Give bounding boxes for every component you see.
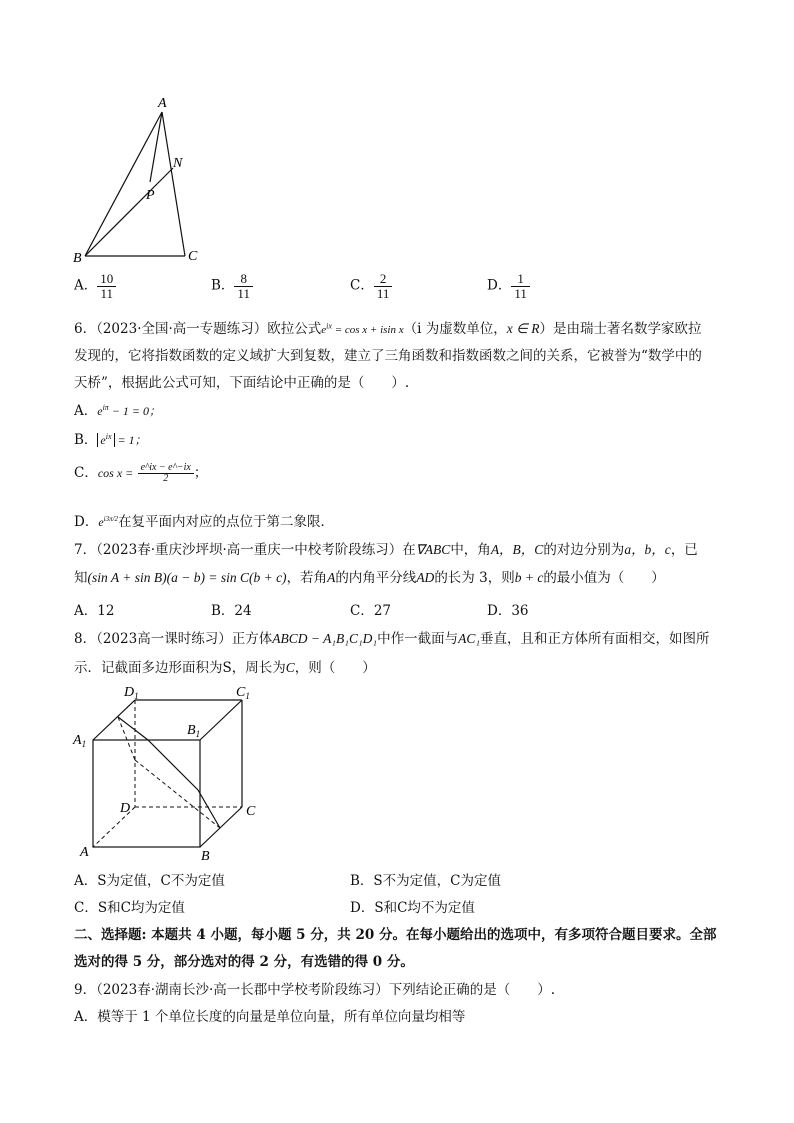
label-c: C bbox=[188, 249, 198, 264]
label-n: N bbox=[173, 156, 183, 171]
edge-ac bbox=[162, 112, 185, 256]
label-b: B bbox=[201, 849, 210, 864]
q8-stem-line2: 示．记截面多边形面积为S，周长为C，则（ ） bbox=[74, 660, 376, 676]
label-a: A bbox=[158, 96, 167, 111]
label-d: D bbox=[120, 801, 131, 816]
q8-stem-line1: 8．（2023高一课时练习）正方体ABCD − A₁B₁C₁D₁中作一截面与AC₁垂直，且和正方体所有面相交，如图所 bbox=[74, 631, 710, 647]
edge-ab bbox=[85, 112, 162, 256]
q8-option-d: D．S和C均不为定值 bbox=[350, 900, 475, 916]
q7-stem-line2: 知(sin A + sin B)(a − b) = sin C(b + c)，若角A的内角平分线AD的长为 3，则b + c的最小值为（ ） bbox=[74, 570, 665, 586]
section2-heading-line2: 选对的得 5 分，部分选对的得 2 分，有选错的得 0 分。 bbox=[74, 954, 414, 970]
q7-option-b: B．24 bbox=[211, 603, 252, 619]
label-b1: $B_1$ bbox=[187, 723, 201, 739]
q5-option-b: B． $\frac{8}{11}$ bbox=[211, 272, 253, 300]
q6-option-a: A．$e^{i\pi} - 1 = 0$； bbox=[74, 403, 162, 419]
q5-option-d: D． $\frac{1}{11}$ bbox=[487, 272, 530, 300]
section2-heading-line1: 二、选择题: 本题共 4 小题，每小题 5 分，共 20 分。在每小题给出的选项中，有多项符合题目要求。全部 bbox=[74, 927, 717, 943]
q6-option-c: C．cos x = $\frac{e\^{}ix - e\^{}-ix}{2}$ ； bbox=[74, 461, 208, 484]
label-c1: $C_1$ bbox=[236, 685, 250, 701]
q6-stem-line1: 6．（2023·全国·高一专题练习）欧拉公式$e^{ix} = \cos x + isin$ x（i 为虚数单位，x ∈ R）是由瑞士著名数学家欧拉 bbox=[74, 321, 702, 337]
cube-figure bbox=[70, 680, 270, 866]
triangle-figure bbox=[60, 90, 220, 268]
segment-bn bbox=[85, 168, 173, 256]
q7-stem-line1: 7．（2023春·重庆沙坪坝·高一重庆一中校考阶段练习）在∇ABC中，角A，B，C的对边分别为a，b，c，已 bbox=[74, 542, 698, 558]
label-a1: $A_1$ bbox=[73, 733, 87, 749]
q9-stem: 9．（2023春·湖南长沙·高一长郡中学校考阶段练习）下列结论正确的是（ ）. bbox=[74, 982, 556, 998]
q5-option-a: A． $\frac{10}{11}$ bbox=[74, 272, 116, 300]
q6-stem-line2: 发现的，它将指数函数的定义域扩大到复数，建立了三角函数和指数函数之间的关系，它被誉为“数学中的 bbox=[74, 348, 702, 364]
section-solid-path bbox=[118, 717, 220, 828]
q6-stem-line3: 天桥”，根据此公式可知，下面结论中正确的是（ ）. bbox=[74, 375, 410, 391]
q6-option-d: D．$e^{i3\pi/2}$在复平面内对应的点位于第二象限． bbox=[74, 514, 335, 530]
label-d1: $D_1$ bbox=[124, 685, 139, 701]
q7-option-d: D．36 bbox=[487, 603, 529, 619]
q5-option-c: C． $\frac{2}{11}$ bbox=[350, 272, 392, 300]
label-p: P bbox=[146, 188, 155, 203]
q8-option-b: B．S不为定值，C为定值 bbox=[350, 873, 501, 889]
q8-option-c: C．S和C均为定值 bbox=[74, 900, 185, 916]
label-b: B bbox=[73, 251, 82, 266]
q7-option-a: A．12 bbox=[74, 603, 115, 619]
q7-option-c: C．27 bbox=[350, 603, 392, 619]
q8-option-a: A．S为定值，C不为定值 bbox=[74, 873, 225, 889]
q6-option-b: B． $e^{ix} = 1$； bbox=[74, 432, 147, 448]
q9-option-a: A．模等于 1 个单位长度的向量是单位向量，所有单位向量均相等 bbox=[74, 1009, 466, 1025]
label-a: A bbox=[80, 845, 89, 860]
label-c: C bbox=[246, 804, 256, 819]
cube-front-face bbox=[93, 740, 200, 847]
